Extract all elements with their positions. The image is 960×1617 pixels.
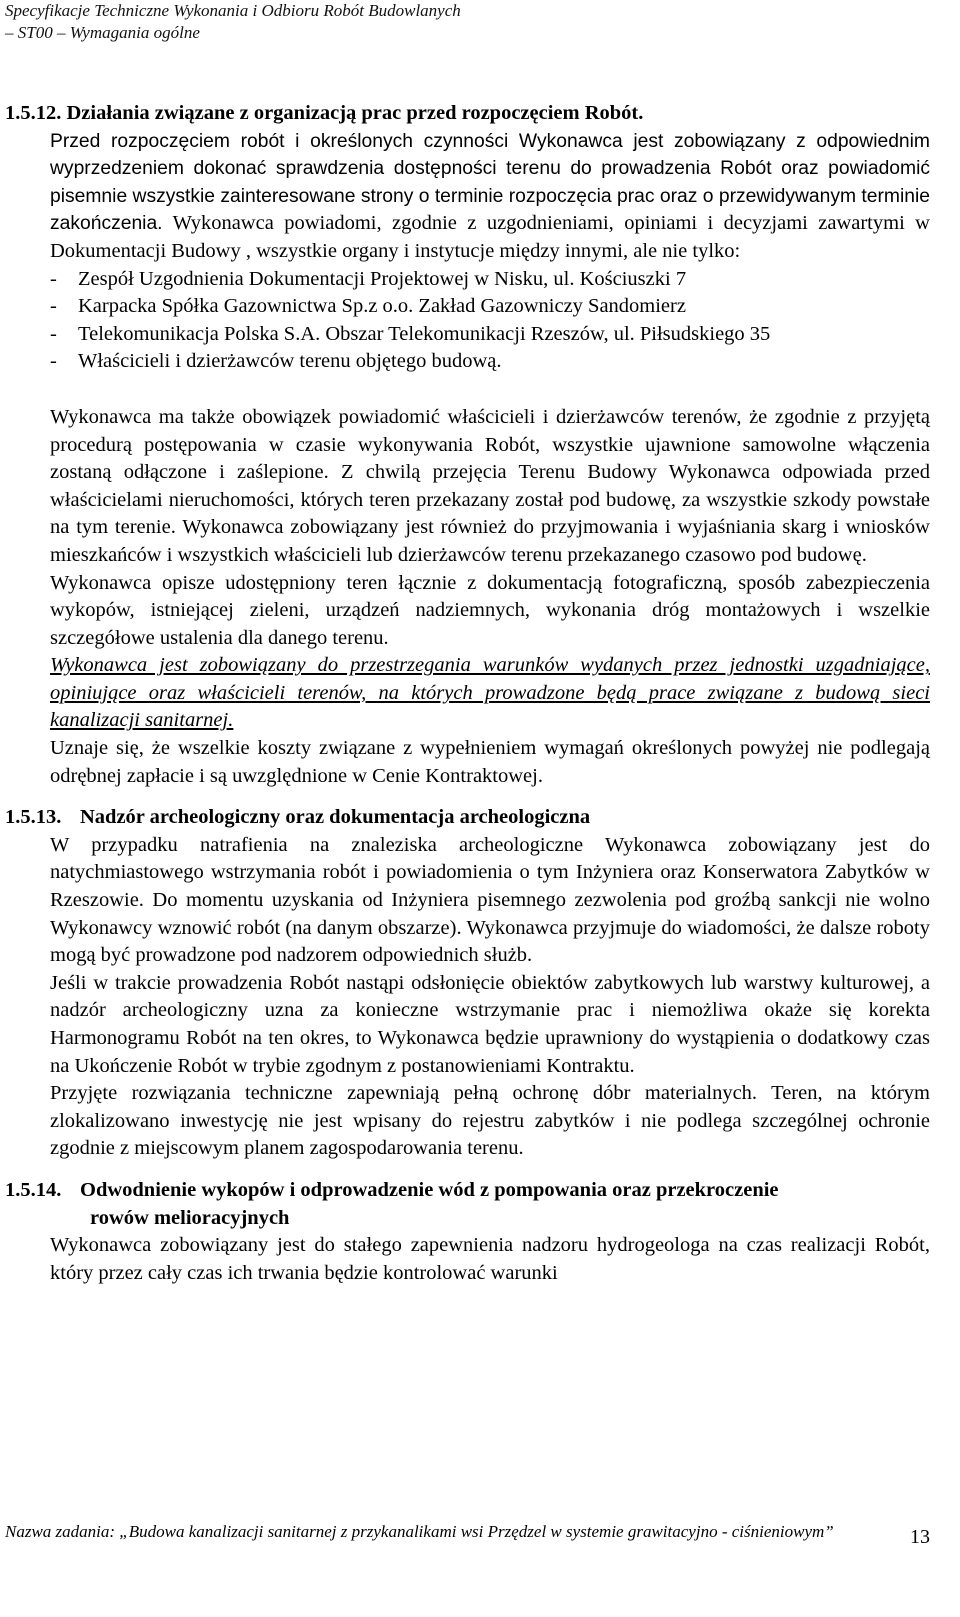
section-1512-para1-a: Przed rozpoczęciem robót i określonych czynności Wykonawca jest zobowiązany z odpowiednim wyprzedzeniem dokonać sprawdzenia dostępności terenu do prowadzenia Robót oraz powiadomić pisemnie wszystkie zainteresowane strony o terminie rozpoczęcia prac oraz o przewidywanym terminie zakończenia. — [50, 130, 930, 235]
document-body — [5, 100, 930, 1287]
header-title: Specyfikacje Techniczne Wykonania i Odbioru Robót Budowlanych — [5, 1, 461, 20]
section-1512-para2: Wykonawca ma także obowiązek powiadomić właścicieli i dzierżawców terenów, że zgodnie z przyjętą procedurą postępowania w czasie wykonywania Robót, wszystkie ujawnione samowolne włączenia zostaną odłączone i zaślepione. Z chwilą przejęcia Terenu Budowy Wykonawca odpowiada przed właścicielami nieruchomości, których teren przekazany został pod budowę, za wszystkie szkody powstałe na tym terenie. Wykonawca zobowiązany jest również do przyjmowania i wyjaśniania skarg i wniosków mieszkańców i wszystkich właścicieli lub dzierżawców terenu przekazanego czasowo pod budowę. — [50, 405, 930, 566]
section-1513-title: Nadzór archeologiczny oraz dokumentacja archeologiczna — [80, 806, 591, 829]
section-1514-title-line1: Odwodnienie wykopów i odprowadzenie wód z pompowania oraz przekroczenie — [80, 1178, 779, 1201]
section-1512-heading: 1.5.12. Działania związane z organizacją prac przed rozpoczęciem Robót. — [5, 102, 644, 124]
page-header — [5, 0, 945, 44]
section-1514-number: 1.5.14. — [5, 1178, 62, 1201]
list-item: - Właścicieli i dzierżawców terenu objętego budową. — [50, 348, 930, 376]
notification-list — [50, 266, 930, 376]
section-1512-para1-b: Wykonawca powiadomi, zgodnie z uzgodnieniami, opiniami i decyzjami zawartymi w Dokumentacji Budowy , wszystkie organy i instytucje między innymi, ale nie tylko: — [50, 212, 930, 262]
list-item: - Karpacka Spółka Gazownictwa Sp.z o.o. Zakład Gazowniczy Sandomierz — [50, 293, 930, 321]
section-1513-heading — [5, 804, 930, 832]
section-1512-para5: Uznaje się, że wszelkie koszty związane z wypełnieniem wymagań określonych powyżej nie podlegają odrębnej zapłacie i są uwzględnione w Cenie Kontraktowej. — [50, 737, 930, 787]
section-1512-para4: Wykonawca jest zobowiązany do przestrzegania warunków wydanych przez jednostki uzgadniające, opiniujące oraz właścicieli terenów, na których prowadzone będą prace związane z budową sieci kanalizacji sanitarnej. — [50, 654, 930, 732]
section-1514-title-line2: rowów melioracyjnych — [90, 1206, 290, 1229]
footer-text: Nazwa zadania: „Budowa kanalizacji sanitarnej z przykanalikami wsi Przędzel w systemie grawitacyjno - ciśnieniowym” — [5, 1522, 834, 1541]
list-item: - Telekomunikacja Polska S.A. Obszar Telekomunikacji Rzeszów, ul. Piłsudskiego 35 — [50, 321, 930, 349]
section-1513-para2: Jeśli w trakcie prowadzenia Robót nastąpi odsłonięcie obiektów zabytkowych lub warstwy kulturowej, a nadzór archeologiczny uzna za konieczne wstrzymanie prac i niemożliwa okaże się korekta Harmonogramu Robót na ten okres, to Wykonawca będzie uprawniony do wystąpienia o dodatkowy czas na Ukończenie Robót w trybie zgodnym z postanowieniami Kontraktu. — [50, 971, 930, 1077]
section-1513-para3: Przyjęte rozwiązania techniczne zapewniają pełną ochronę dóbr materialnych. Teren, na którym zlokalizowano inwestycję nie jest wpisany do rejestru zabytków i nie podlega szczególnej ochronie zgodnie z miejscowym planem zagospodarowania terenu. — [50, 1082, 930, 1160]
header-subtitle: – ST00 – Wymagania ogólne — [5, 23, 200, 42]
list-item: - Zespół Uzgodnienia Dokumentacji Projektowej w Nisku, ul. Kościuszki 7 — [50, 266, 930, 294]
page-number: 13 — [910, 1526, 930, 1548]
section-1514-para1: Wykonawca zobowiązany jest do stałego zapewnienia nadzoru hydrogeologa na czas realizacji Robót, który przez cały czas ich trwania będzie kontrolować warunki — [50, 1234, 930, 1284]
section-1513-number: 1.5.13. — [5, 806, 62, 829]
section-1514-heading — [5, 1177, 930, 1232]
section-1512 — [5, 100, 930, 790]
section-1512-para3: Wykonawca opisze udostępniony teren łącznie z dokumentacją fotograficzną, sposób zabezpieczenia wykopów, istniejącej zieleni, urządzeń nadziemnych, wykonania dróg montażowych i wszelkie szczegółowe ustalenia dla danego terenu. — [50, 571, 930, 649]
section-1512-para1 — [50, 128, 930, 266]
page-footer — [5, 1520, 950, 1548]
section-1513-para1: W przypadku natrafienia na znaleziska archeologiczne Wykonawca zobowiązany jest do natychmiastowego wstrzymania robót i powiadomienia o tym Inżyniera oraz Konserwatora Zabytków w Rzeszowie. Do momentu uzyskania od Inżyniera pisemnego zezwolenia pod groźbą sankcji nie wolno Wykonawcy wznowić robót (na danym obszarze). Wykonawca przyjmuje do wiadomości, że dalsze roboty mogą być prowadzone pod nadzorem odpowiednich służb. — [50, 833, 930, 967]
